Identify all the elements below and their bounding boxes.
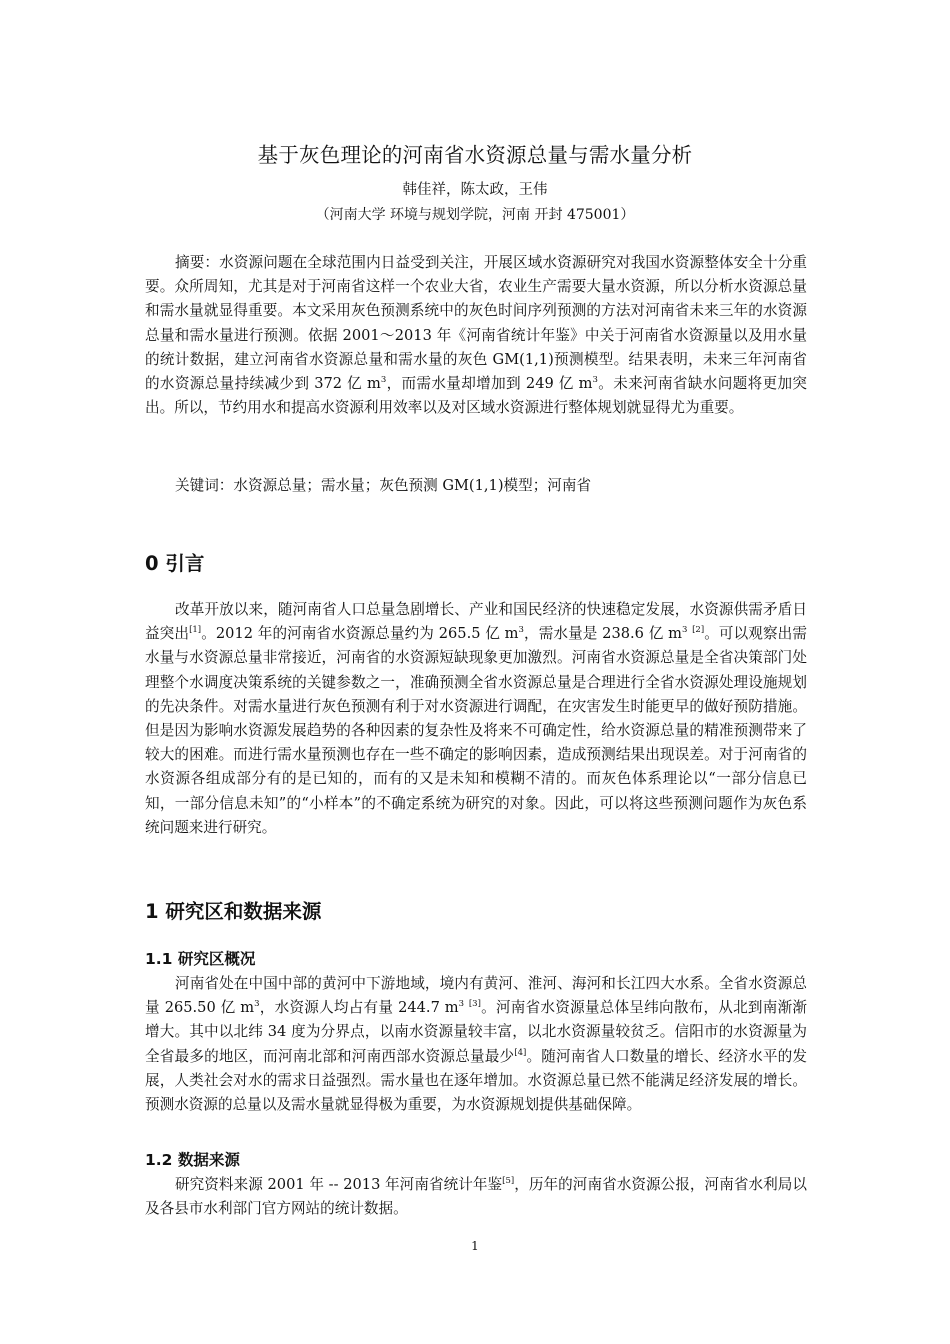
abstract-text-end: 。未来河南省缺水问题将更加突出。所以，节约用水和提高水资源利用效率以及对区域水资源进行整体规划就显得尤为重要。 — [145, 375, 807, 417]
data-source-paragraph — [145, 1173, 807, 1221]
abstract-paragraph — [145, 251, 807, 420]
section-heading-intro: 0 引言 — [145, 552, 205, 575]
body-text: 。河南省水资源量总体呈纬向散布，从北到南渐渐增大。其中以北纬 34 度为分界点，以南水资源量较丰富，以北水资源量较贫乏。信阳市的水资源量为全省最多的地区，而河南北部和河南西部水资源总量最少 — [145, 999, 807, 1065]
body-text: 研究资料来源 2001 年 -- 2013 年河南省统计年鉴 — [175, 1176, 503, 1193]
page-number: 1 — [471, 1239, 479, 1253]
paper-title: 基于灰色理论的河南省水资源总量与需水量分析 — [257, 143, 693, 167]
abstract-text-mid: ，而需水量却增加到 249 亿 m — [386, 375, 593, 393]
superscript: 3 — [592, 375, 598, 386]
subsection-heading-1-2: 1.2 数据来源 — [145, 1151, 240, 1169]
citation-ref: [5] — [502, 1176, 515, 1186]
keywords: 关键词：水资源总量；需水量；灰色预测 GM(1,1)模型；河南省 — [175, 477, 592, 494]
body-text: ，水资源人均占有量 244.7 m — [259, 999, 459, 1017]
study-area-paragraph — [145, 972, 807, 1117]
intro-text: 。可以观察出需水量与水资源总量非常接近，河南省的水资源短缺现象更加激烈。河南省水资源总量是全省决策部门处理整个水调度决策系统的关键参数之一，准确预测全省水资源总量是合理进行全省水资源处理设施规划的先决条件。对需水量进行灰色预测有利于对水资源进行调配，在灾害发生时能更早的做好预防措施。但是因为影响水资源发展趋势的各种因素的复杂性及将来不可确定性，给水资源总量的精准预测带来了较大的困难。而进行需水量预测也存在一些不确定的影响因素，造成预测结果出现误差。对于河南省的水资源各组成部分有的是已知的，而有的又是未知和模糊不清的。而灰色体系理论以“一部分信息已知，一部分信息未知”的“小样本”的不确定系统为研究的对象。因此，可以将这些预测问题作为灰色系统问题来进行研究。 — [145, 625, 807, 836]
section-heading-1: 1 研究区和数据来源 — [145, 900, 322, 923]
intro-text: ，需水量是 238.6 亿 m — [523, 625, 682, 643]
intro-text: 改革开放以来，随河南省人口总量急剧增长、产业和国民经济的快速稳定发展，水资源供需矛盾日益突出 — [145, 601, 807, 643]
body-text: ，历年的河南省水资源公报，河南省水利局以及各县市水利部门官方网站的统计数据。 — [145, 1176, 807, 1218]
abstract-text: 摘要：水资源问题在全球范围内日益受到关注，开展区域水资源研究对我国水资源整体安全十分重要。众所周知，尤其是对于河南省这样一个农业大省，农业生产需要大量水资源，所以分析水资源总量和需水量就显得重要。本文采用灰色预测系统中的灰色时间序列预测的方法对河南省未来三年的水资源总量和需水量进行预测。依据 2001～2013 年《河南省统计年鉴》中关于河南省水资源量以及用水量的统计数据，建立河南省水资源总量和需水量的灰色 GM(1,1)预测模型。结果表明，未来三年河南省的水资源总量持续减少到 372 亿 m — [145, 254, 807, 393]
author-list: 韩佳祥，陈太政，王伟 — [402, 182, 548, 198]
intro-text: 。2012 年的河南省水资源总量约为 265.5 亿 m — [201, 625, 519, 643]
citation-ref: [3] — [468, 999, 481, 1010]
body-text: 。随河南省人口数量的增长、经济水平的发展，人类社会对水的需求日益强烈。需水量也在逐年增加。水资源总量已然不能满足经济发展的增长。预测水资源的总量以及需水量就显得极为重要，为水资源规划提供基础保障。 — [145, 1047, 807, 1114]
affiliation: （河南大学 环境与规划学院，河南 开封 475001） — [315, 207, 635, 223]
superscript: 3 — [458, 999, 464, 1010]
citation-ref: [1] — [189, 625, 202, 636]
citation-ref: [4] — [514, 1047, 527, 1058]
superscript: 3 — [681, 625, 688, 636]
superscript: 3 — [518, 625, 524, 636]
citation-ref: [2] — [692, 625, 705, 636]
intro-paragraph — [145, 598, 807, 840]
subsection-heading-1-1: 1.1 研究区概况 — [145, 950, 256, 968]
body-text: 河南省处在中国中部的黄河中下游地域，境内有黄河、淮河、海河和长江四大水系。全省水资源总量 265.50 亿 m — [145, 975, 807, 1017]
superscript: 3 — [380, 375, 387, 386]
superscript: 3 — [254, 999, 260, 1010]
